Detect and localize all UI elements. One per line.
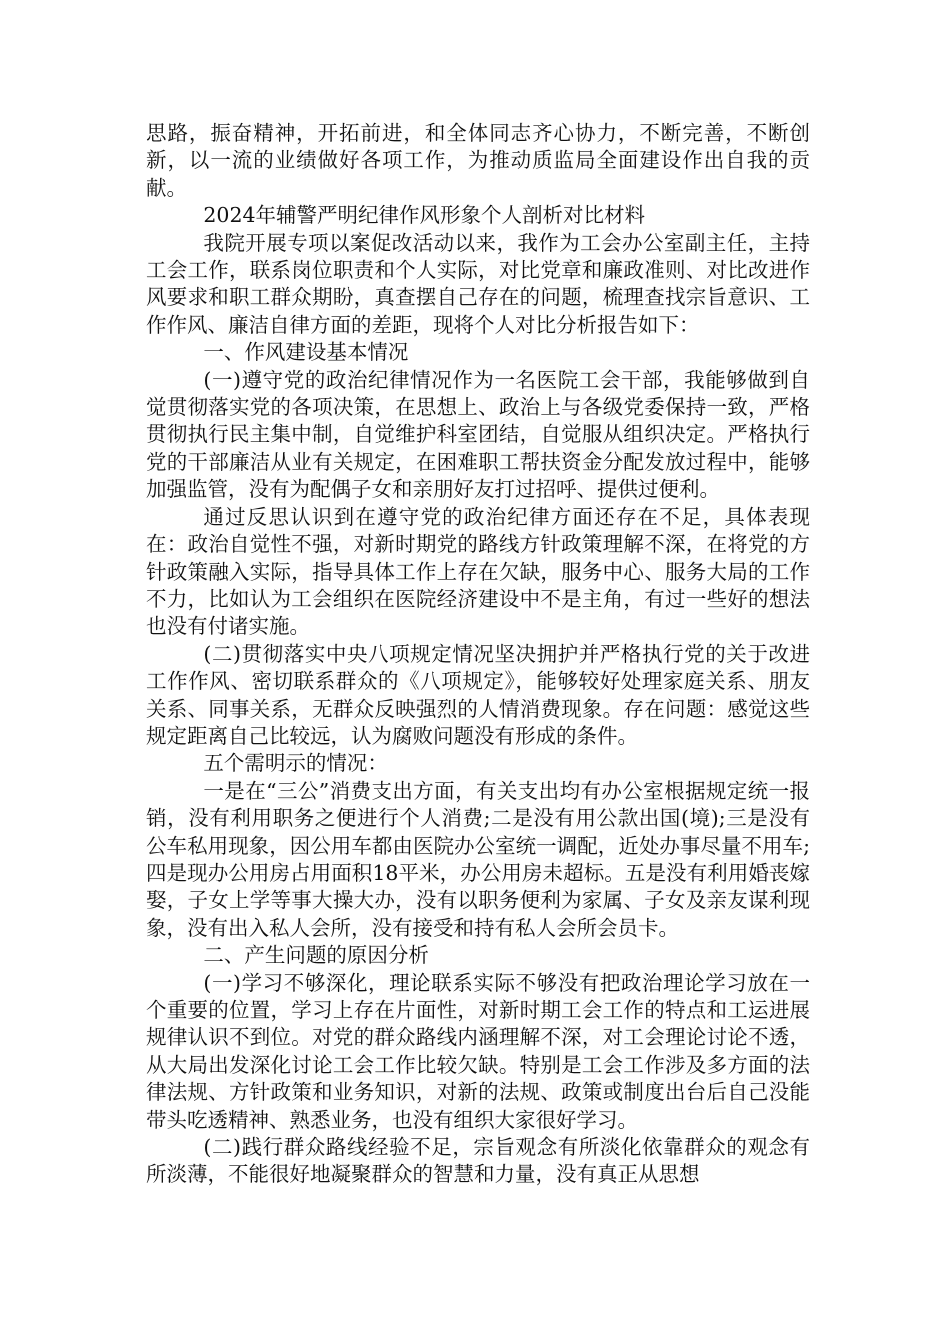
section-heading-2: 二、产生问题的原因分析 bbox=[203, 943, 429, 968]
section-heading-1: 一、作风建设基本情况 bbox=[203, 340, 409, 365]
paragraph-opening: 我院开展专项以案促改活动以来，我作为工会办公室副主任，主持工会工作，联系岗位职责和个人实际，对比党章和廉政准则、对比改进作风要求和职工群众期盼，真查摆自己存在的问题，梳理查找宗旨意识、工作作风、廉洁自律方面的差距，现将个人对比分析报告如下： bbox=[146, 230, 810, 337]
paragraph-reflection: 通过反思认识到在遵守党的政治纪律方面还存在不足，具体表现在：政治自觉性不强，对新时期党的路线方针政策理解不深，在将党的方针政策融入实际，指导具体工作上存在欠缺，服务中心、服务大局的工作不力，比如认为工会组织在医院经济建设中不是主角，有过一些好的想法也没有付诸实施。 bbox=[146, 504, 810, 639]
paragraph-five-situations: 一是在“三公”消费支出方面，有关支出均有办公室根据规定统一报销，没有利用职务之便进行个人消费;二是没有用公款出国(境);三是没有公车私用现象，因公用车都由医院办公室统一调配，近处办事尽量不用车;四是现办公用房占用面积18平米，办公用房未超标。五是没有利用婚丧嫁娶，子女上学等事大操大办，没有以职务便利为家属、子女及亲友谋利现象，没有出入私人会所，没有接受和持有私人会所会员卡。 bbox=[146, 778, 810, 940]
subheading-five-situations: 五个需明示的情况： bbox=[203, 751, 388, 776]
document-title: 2024年辅警严明纪律作风形象个人剖析对比材料 bbox=[203, 203, 646, 228]
paragraph-study: (一)学习不够深化，理论联系实际不够没有把政治理论学习放在一个重要的位置，学习上存在片面性，对新时期工会工作的特点和工运进展规律认识不到位。对党的群众路线内涵理解不深，对工会理论讨论不透，从大局出发深化讨论工会工作比较欠缺。特别是工会工作涉及多方面的法律法规、方针政策和业务知识，对新的法规、政策或制度出台后自己没能带头吃透精神、熟悉业务，也没有组织大家很好学习。 bbox=[146, 970, 810, 1132]
paragraph-eight-rules: (二)贯彻落实中央八项规定情况坚决拥护并严格执行党的关于改进工作作风、密切联系群众的《八项规定》，能够较好处理家庭关系、朋友关系、同事关系，无群众反映强烈的人情消费现象。存在问题：感觉这些规定距离自己比较远，认为腐败问题没有形成的条件。 bbox=[146, 641, 810, 748]
document-page bbox=[146, 120, 810, 1189]
paragraph-mass-line: (二)践行群众路线经验不足，宗旨观念有所淡化依靠群众的观念有所淡薄，不能很好地凝聚群众的智慧和力量，没有真正从思想 bbox=[146, 1135, 810, 1187]
paragraph-political-discipline: (一)遵守党的政治纪律情况作为一名医院工会干部，我能够做到自觉贯彻落实党的各项决策，在思想上、政治上与各级党委保持一致，严格贯彻执行民主集中制，自觉维护科室团结，自觉服从组织决定。严格执行党的干部廉洁从业有关规定，在困难职工帮扶资金分配发放过程中，能够加强监管，没有为配偶子女和亲朋好友打过招呼、提供过便利。 bbox=[146, 367, 810, 502]
paragraph-intro-continuation: 思路，振奋精神，开拓前进，和全体同志齐心协力，不断完善，不断创新，以一流的业绩做好各项工作，为推动质监局全面建设作出自我的贡献。 bbox=[146, 121, 810, 200]
